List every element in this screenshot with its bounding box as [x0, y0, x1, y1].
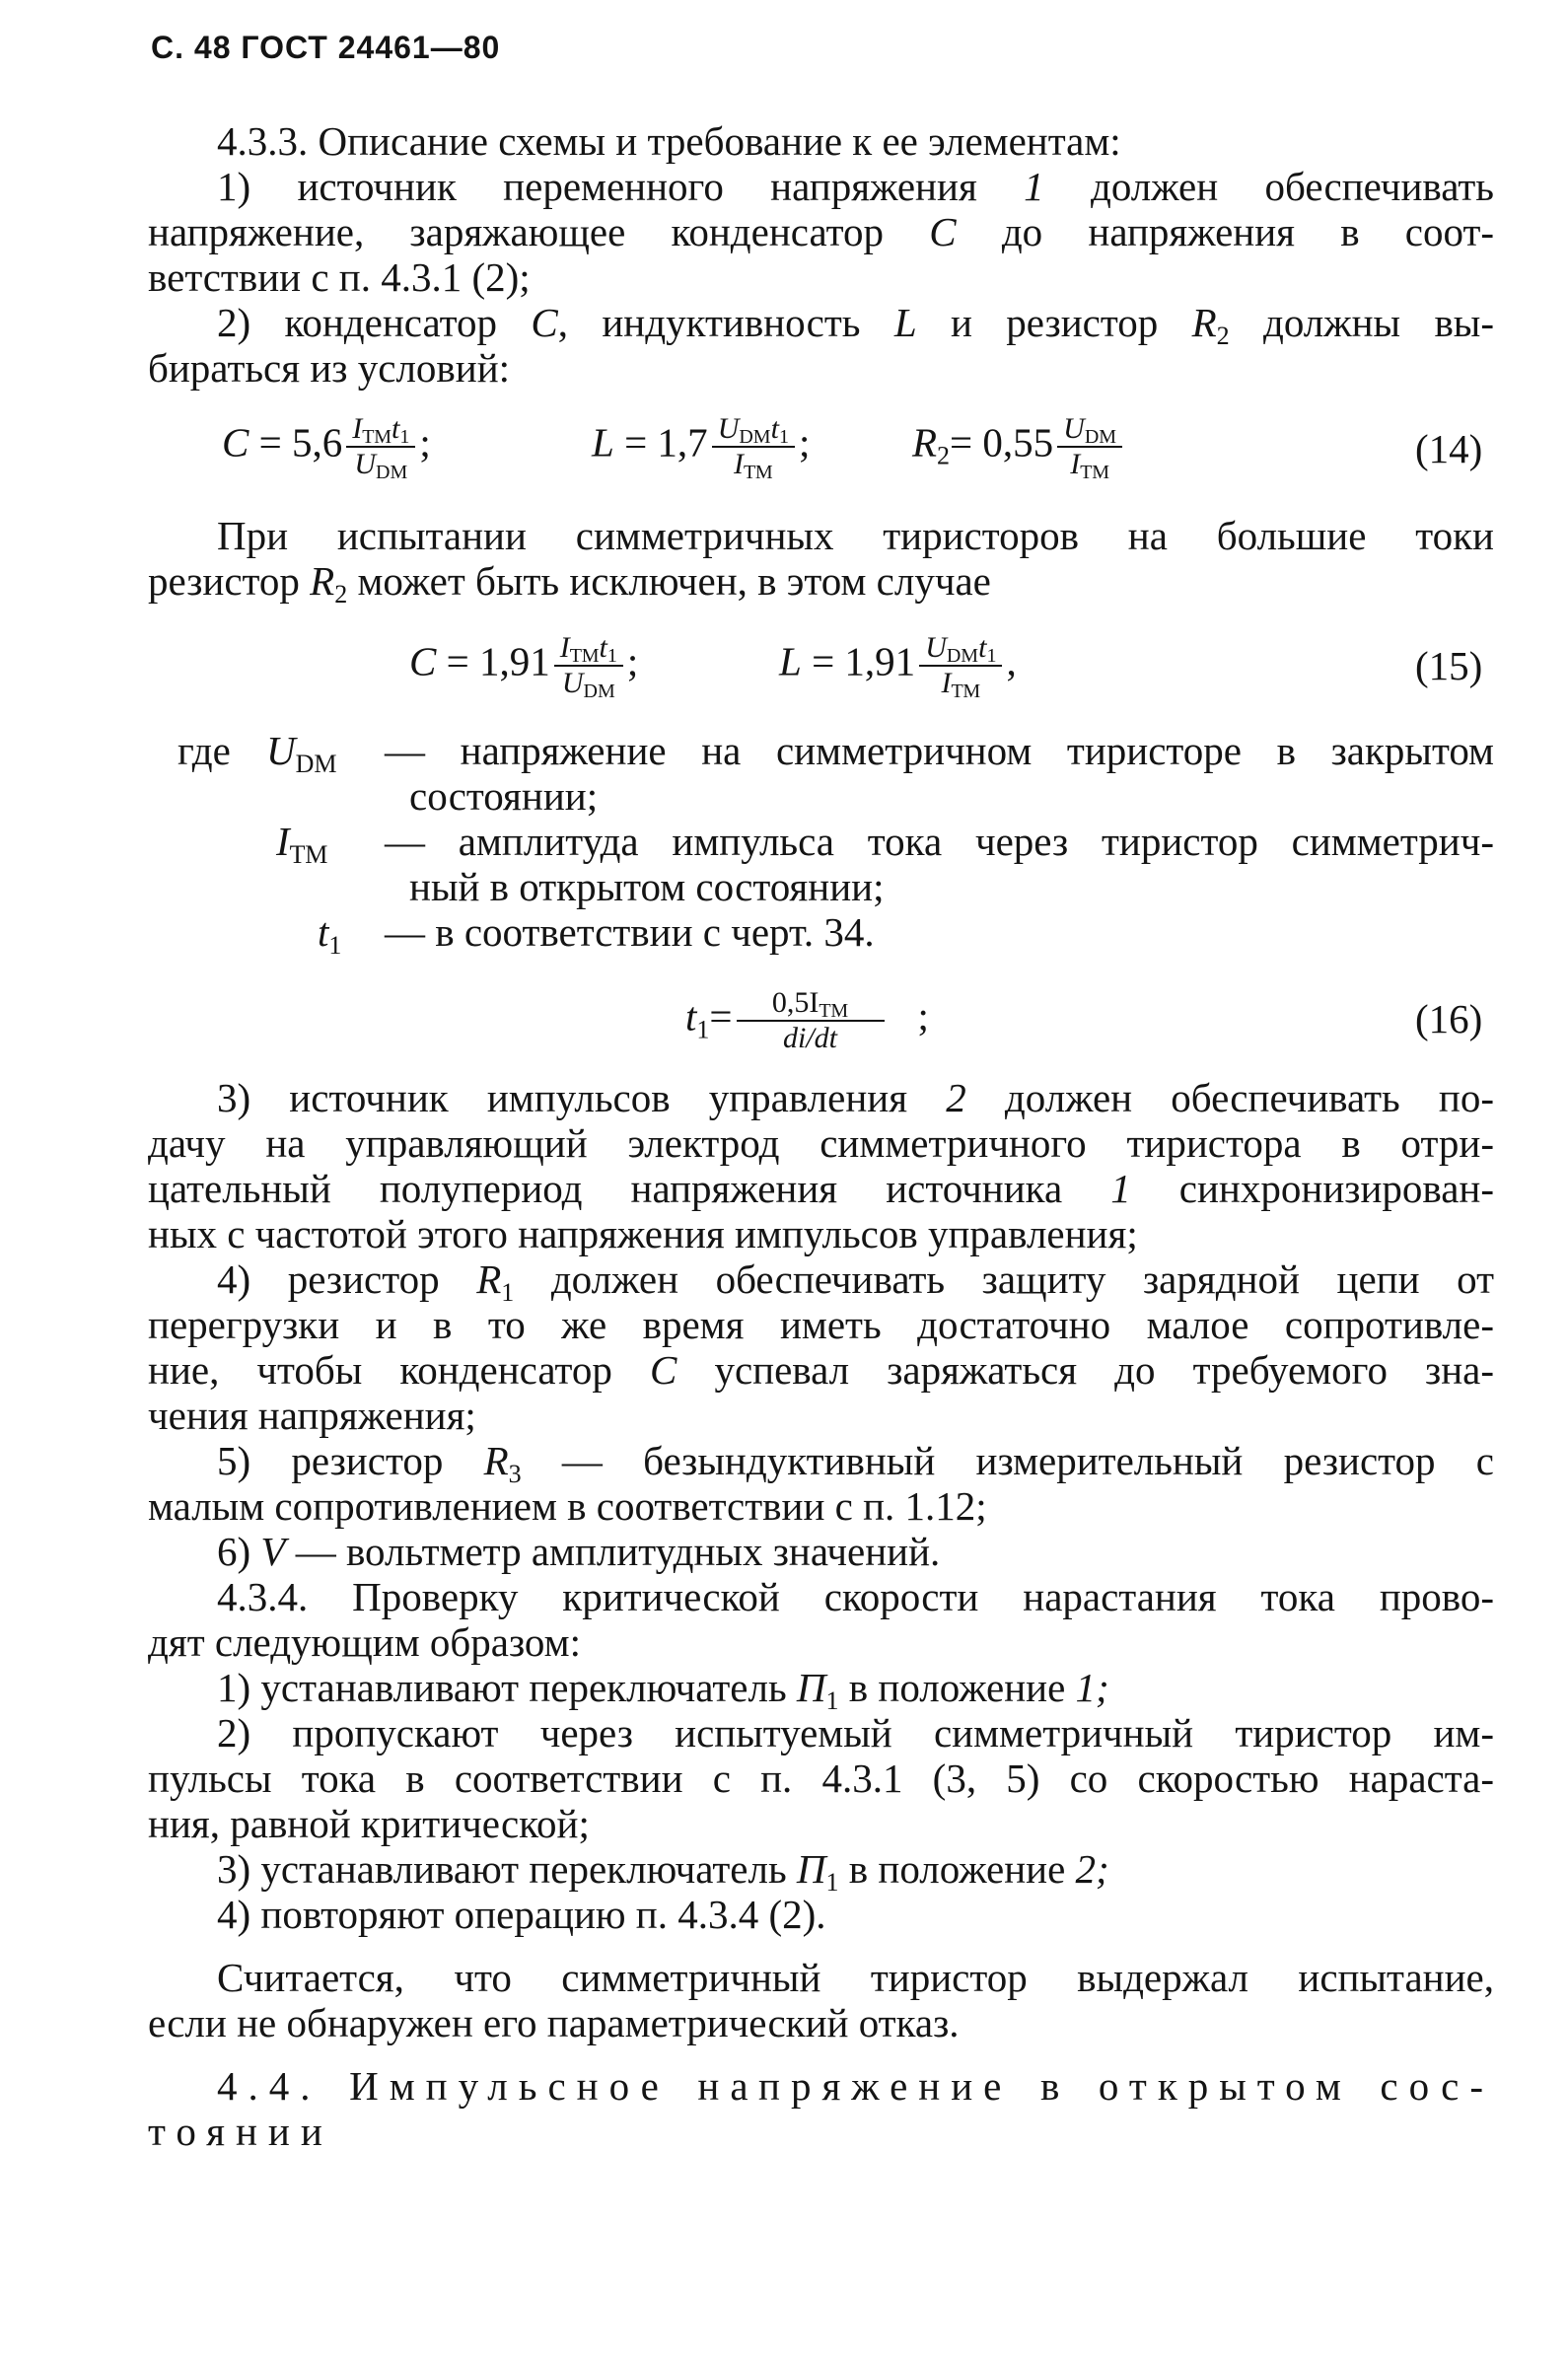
section-4-4-heading-line1: 4.4. Импульсное напряжение в открытом сос-	[217, 2063, 1494, 2109]
item4-line4: чения напряжения;	[148, 1393, 476, 1438]
where-i-text1: — амплитуда импульса тока через тиристор симметрич-	[385, 819, 1494, 864]
step4-line: 4) повторяют операцию п. 4.3.4 (2).	[217, 1892, 826, 1937]
where-label: где	[178, 728, 231, 773]
step2-line1: 2) пропускают через испытуемый симметричный тиристор им-	[217, 1710, 1494, 1756]
item3-line2: дачу на управляющий электрод симметричного тиристора в отри-	[148, 1120, 1494, 1166]
item2-line2: бираться из условий:	[148, 345, 511, 391]
page-header: С. 48 ГОСТ 24461—80	[151, 30, 501, 65]
where-u-symbol: $U_{DM}$	[266, 728, 337, 778]
step1-line: 1) устанавливают переключатель $П_1$ в положение 1;	[217, 1665, 1109, 1715]
item1-line2: напряжение, заряжающее конденсатор C до напряжения в соот-	[148, 209, 1495, 254]
formula-14-inductance: L = 1,7 $\frac{U_{DM}t_1}{I_{ТМ}}$ ;	[592, 412, 811, 483]
item2-line1: 2) конденсатор C, индуктивность L и резистор $R_2$ должны вы-	[217, 300, 1494, 350]
item3-line1: 3) источник импульсов управления 2 должен обеспечивать по-	[217, 1075, 1494, 1120]
item6-line1: 6) V — вольтметр амплитудных значений.	[217, 1529, 941, 1574]
where-i-text2: ный в открытом состоянии;	[409, 864, 885, 909]
where-t-text: — в соответствии с черт. 34.	[385, 909, 875, 955]
item4-line2: перегрузки и в то же время иметь достаточно малое сопротивле-	[148, 1302, 1494, 1347]
formula-14-capacitance: C = 5,6 $\frac{I_{ТМ}t_1}{U_{DM}}$ ;	[222, 412, 431, 483]
equation-number-14: (14)	[1415, 426, 1483, 471]
conclusion-line2: если не обнаружен его параметрический отказ.	[148, 2000, 960, 2045]
section-4-3-3-title: 4.3.3. Описание схемы и требование к ее элементам:	[217, 118, 1121, 164]
item3-line4: ных с частотой этого напряжения импульсов управления;	[148, 1211, 1138, 1256]
item4-line3: ние, чтобы конденсатор C успевал заряжаться до требуемого зна-	[148, 1347, 1495, 1393]
symmetric-para-line1: При испытании симметричных тиристоров на большие токи	[217, 513, 1494, 558]
where-i-symbol: $I_{ТМ}$	[276, 819, 328, 869]
formula-15-inductance: L = 1,91 $\frac{U_{DM}t_1}{I_{ТМ}}$ ,	[779, 631, 1017, 702]
item3-line3: цательный полупериод напряжения источника 1 синхронизирован-	[148, 1166, 1495, 1211]
formula-14-resistance: $R_2= 0,55$ $\frac{U_{DM}}{I_{ТМ}}$	[912, 412, 1126, 481]
formula-15-capacitance: C = 1,91 $\frac{I_{ТМ}t_1}{U_{DM}}$ ;	[409, 631, 639, 702]
section-4-3-4-line2: дят следующим образом:	[148, 1619, 581, 1665]
item4-line1: 4) резистор $R_1$ должен обеспечивать защиту зарядной цепи от	[217, 1256, 1494, 1307]
symmetric-para-line2: резистор $R_2$ может быть исключен, в этом случае	[148, 558, 991, 609]
section-4-4-heading-line2: тоянии	[148, 2109, 333, 2154]
equation-number-15: (15)	[1415, 643, 1483, 688]
where-t-symbol: $t_1$	[318, 909, 342, 960]
item5-line2: малым сопротивлением в соответствии с п. 1.12;	[148, 1483, 987, 1529]
equation-number-16: (16)	[1415, 996, 1483, 1041]
step2-line2: пульсы тока в соответствии с п. 4.3.1 (3, 5) со скоростью нараста-	[148, 1756, 1494, 1801]
where-u-text2: состоянии;	[409, 773, 599, 819]
where-u-text1: — напряжение на симметричном тиристоре в закрытом	[385, 728, 1494, 773]
item1-line1: 1) источник переменного напряжения 1 должен обеспечивать	[217, 164, 1494, 209]
step2-line3: ния, равной критической;	[148, 1801, 590, 1846]
section-4-3-4-line1: 4.3.4. Проверку критической скорости нарастания тока прово-	[217, 1574, 1494, 1619]
item1-line3: ветствии с п. 4.3.1 (2);	[148, 254, 531, 300]
step3-line: 3) устанавливают переключатель $П_1$ в положение 2;	[217, 1846, 1109, 1897]
conclusion-line1: Считается, что симметричный тиристор выдержал испытание,	[217, 1955, 1494, 2000]
item5-line1: 5) резистор $R_3$ — безындуктивный измерительный резистор с	[217, 1438, 1494, 1488]
formula-16: $t_1=$ $\frac{0,5I_{ТМ}}{di/dt}$ ;	[685, 986, 929, 1054]
